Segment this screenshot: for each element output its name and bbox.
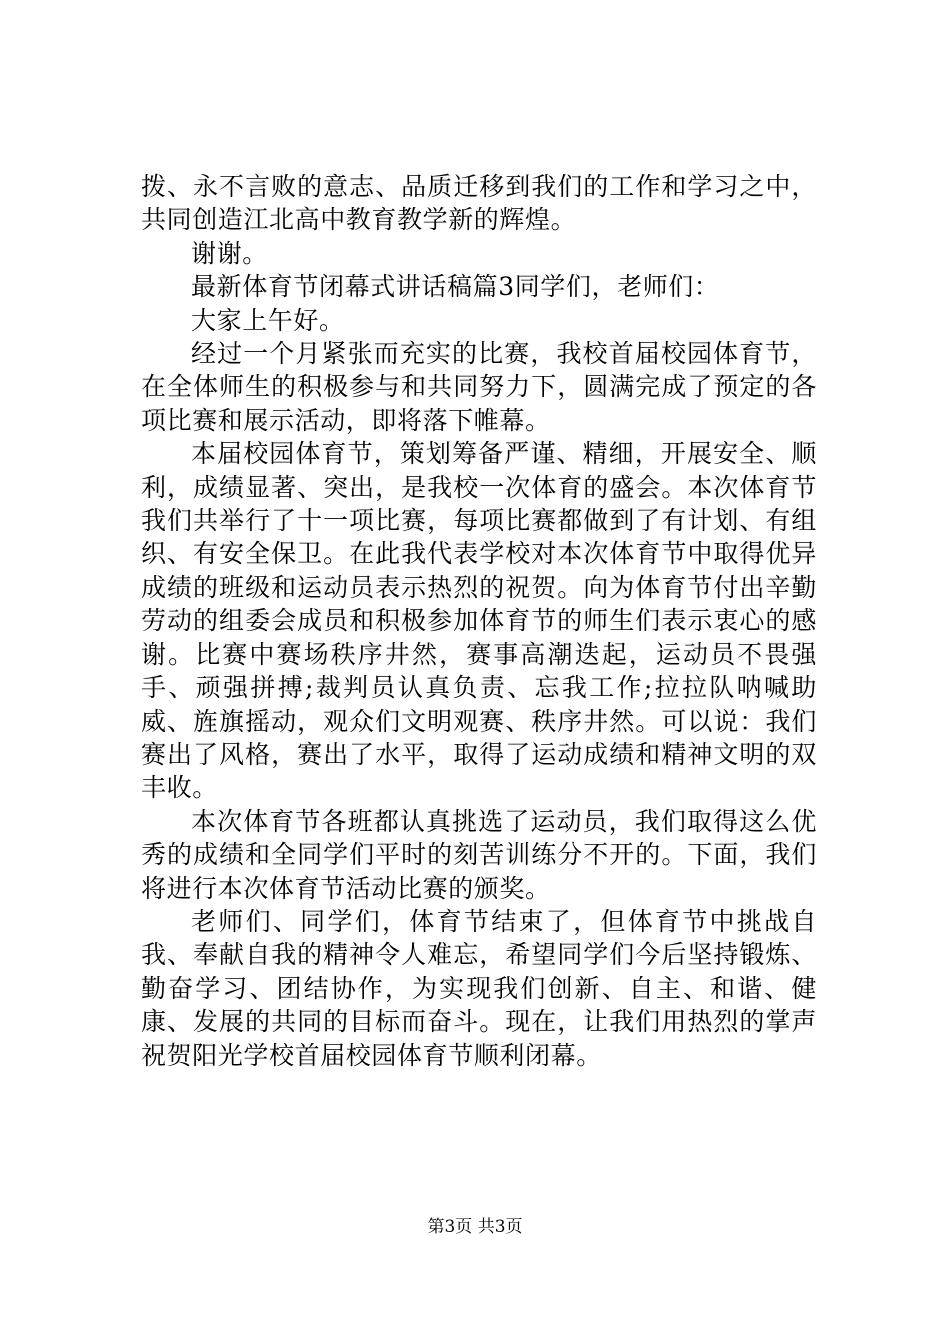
paragraph: 拨、永不言败的意志、品质迁移到我们的工作和学习之中，共同创造江北高中教育教学新的辉煌。 (141, 172, 817, 235)
document-body (141, 170, 817, 1072)
paragraph: 谢谢。 (191, 238, 268, 268)
paragraph: 本次体育节各班都认真挑选了运动员，我们取得这么优秀的成绩和全同学们平时的刻苦训练分不开的。下面，我们将进行本次体育节活动比赛的颁奖。 (141, 806, 817, 903)
paragraph: 大家上午好。 (191, 305, 345, 335)
paragraph: 本届校园体育节，策划筹备严谨、精细，开展安全、顺利，成绩显著、突出，是我校一次体育的盛会。本次体育节我们共举行了十一项比赛，每项比赛都做到了有计划、有组织、有安全保卫。在此我代表学校对本次体育节中取得优异成绩的班级和运动员表示热烈的祝贺。向为体育节付出辛勤劳动的组委会成员和积极参加体育节的师生们表示衷心的感谢。比赛中赛场秩序井然，赛事高潮迭起，运动员不畏强手、顽强拼搏;裁判员认真负责、忘我工作;拉拉队呐喊助威、旌旗摇动，观众们文明观赛、秩序井然。可以说：我们赛出了风格，赛出了水平，取得了运动成绩和精神文明的双丰收。 (141, 439, 817, 803)
page-footer: 第3页 共3页 (427, 1217, 523, 1237)
paragraph: 老师们、同学们，体育节结束了，但体育节中挑战自我、奉献自我的精神令人难忘，希望同学们今后坚持锻炼、勤奋学习、团结协作，为实现我们创新、自主、和谐、健康、发展的共同的目标而奋斗。现在，让我们用热烈的掌声祝贺阳光学校首届校园体育节顺利闭幕。 (141, 906, 817, 1070)
paragraph: 经过一个月紧张而充实的比赛，我校首届校园体育节，在全体师生的积极参与和共同努力下，圆满完成了预定的各项比赛和展示活动，即将落下帷幕。 (141, 339, 817, 435)
paragraph: 最新体育节闭幕式讲话稿篇3同学们，老师们： (191, 272, 720, 302)
